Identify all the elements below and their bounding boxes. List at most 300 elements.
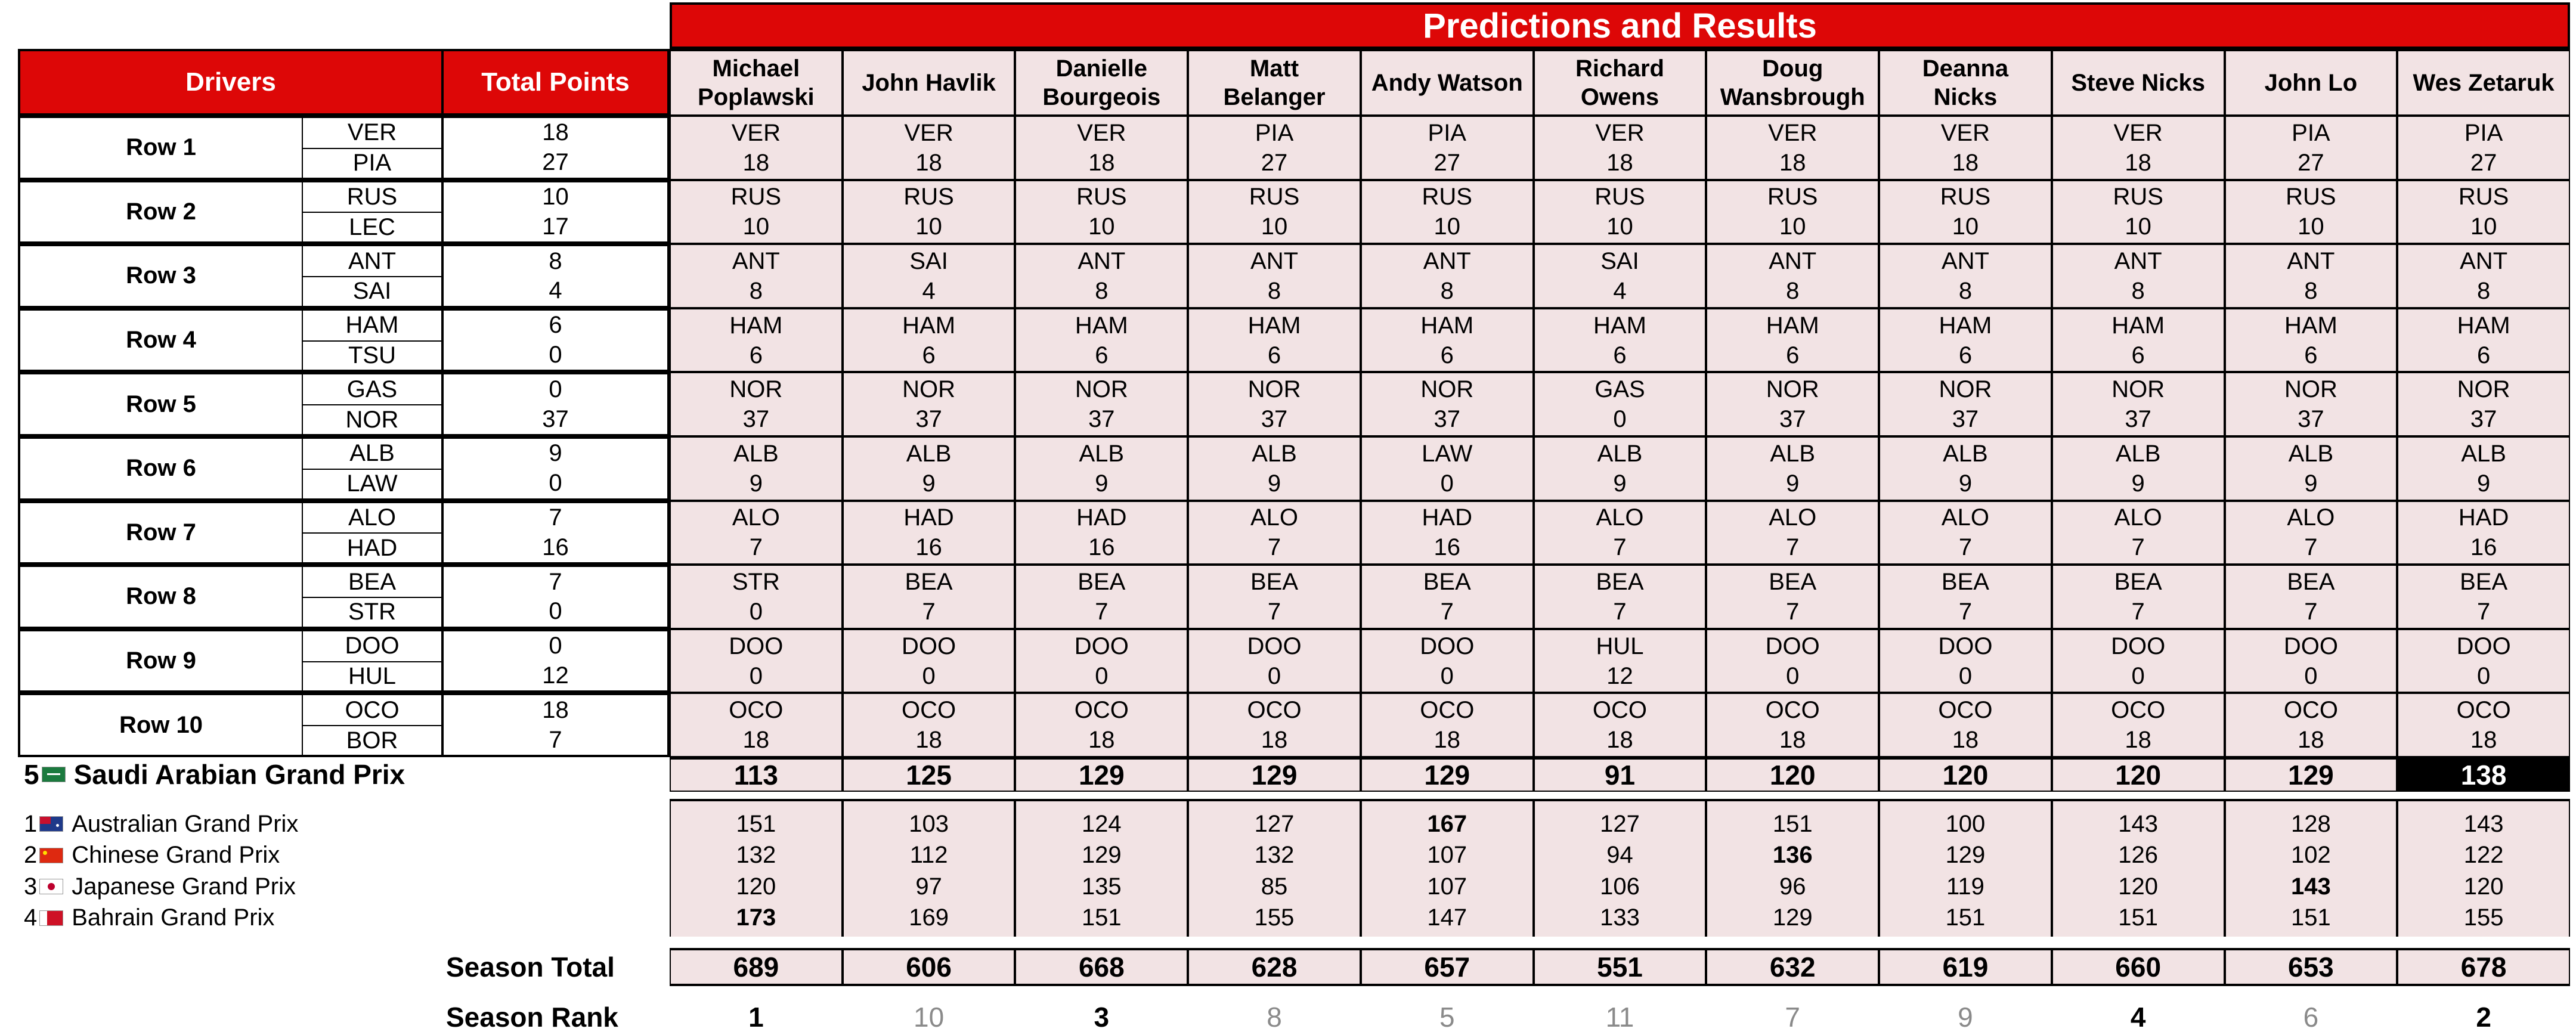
prediction-driver: HAM	[1766, 312, 1819, 339]
player-name-line2: Belanger	[1223, 84, 1326, 110]
row-label-text: Row 7	[126, 519, 196, 546]
prediction-points: 0	[1267, 662, 1281, 689]
prediction-points: 18	[1779, 727, 1806, 754]
row-driver	[303, 404, 444, 436]
prediction-driver: ANT	[1941, 247, 1989, 274]
prediction-cell	[1015, 244, 1188, 308]
prediction-points: 9	[2131, 470, 2145, 497]
prediction-cell	[2052, 180, 2225, 244]
prediction-cell	[1188, 180, 1361, 244]
history-score-value: 122	[2463, 842, 2504, 869]
prediction-driver: ANT	[2114, 247, 2162, 274]
history-score	[1015, 840, 1188, 872]
prediction-points: 18	[1606, 149, 1633, 176]
row-driver-code: TSU	[348, 342, 396, 368]
prediction-cell	[2225, 180, 2398, 244]
prediction-cell	[670, 308, 843, 373]
prediction-points: 7	[1267, 534, 1281, 561]
prediction-driver: NOR	[2284, 376, 2337, 403]
history-score-value: 129	[1772, 904, 1813, 931]
row-driver	[303, 340, 444, 373]
prediction-driver: HAM	[1247, 312, 1301, 339]
row-label-text: Row 2	[126, 198, 196, 225]
prediction-driver: RUS	[1422, 184, 1472, 210]
history-score-value: 120	[736, 873, 776, 900]
prediction-points: 7	[1958, 598, 1973, 625]
prediction-points: 27	[2298, 149, 2324, 176]
row-points	[444, 725, 670, 757]
prediction-driver: OCO	[1765, 697, 1820, 724]
prediction-points: 8	[749, 277, 763, 304]
prediction-points: 18	[1952, 149, 1979, 176]
prediction-cell	[1361, 629, 1534, 693]
row-label	[18, 116, 303, 180]
row-driver	[303, 148, 444, 180]
row-label	[18, 565, 303, 629]
prediction-points: 16	[1088, 534, 1115, 561]
prediction-driver: HAD	[2458, 504, 2509, 531]
prediction-cell	[1706, 629, 1879, 693]
prediction-driver: LAW	[1422, 440, 1473, 467]
prediction-points: 9	[1613, 470, 1627, 497]
row-label	[18, 244, 303, 308]
prediction-cell	[1361, 436, 1534, 501]
prediction-points: 7	[1613, 534, 1627, 561]
season-rank-cell	[670, 999, 843, 1035]
history-score-value: 132	[736, 842, 776, 869]
prediction-points: 0	[749, 662, 763, 689]
prediction-cell	[1879, 372, 2052, 436]
prediction-cell	[2052, 308, 2225, 373]
season-rank-cell	[843, 999, 1015, 1035]
history-score-value: 127	[1600, 810, 1640, 837]
player-header	[1188, 49, 1361, 116]
row-points	[444, 469, 670, 501]
prediction-points: 6	[2131, 342, 2145, 368]
row-points-value: 18	[542, 119, 569, 146]
row-driver-code: PIA	[352, 150, 392, 176]
row-driver-code: LEC	[349, 213, 395, 240]
prediction-cell	[1361, 180, 1534, 244]
prediction-driver: BEA	[1941, 568, 1989, 595]
row-driver-code: DOO	[345, 633, 400, 659]
row-label-text: Row 4	[126, 327, 196, 354]
player-name-line1: Matt	[1249, 55, 1299, 82]
prediction-cell	[1534, 308, 1707, 373]
history-race-number: 4	[24, 904, 38, 931]
season-rank-value: 9	[1958, 1002, 1973, 1033]
prediction-points: 7	[2131, 598, 2145, 625]
prediction-points: 9	[2304, 470, 2318, 497]
history-score-value: 151	[736, 810, 776, 837]
player-header	[1015, 49, 1188, 116]
row-label	[18, 436, 303, 501]
season-total-cell	[1706, 948, 1879, 986]
row-driver-code: STR	[348, 599, 396, 625]
prediction-points: 7	[1267, 598, 1281, 625]
prediction-cell	[2052, 372, 2225, 436]
prediction-cell	[2397, 116, 2570, 180]
row-points	[444, 532, 670, 565]
current-race-score	[843, 757, 1015, 792]
current-race-score	[1706, 757, 1879, 792]
prediction-points: 27	[2470, 149, 2497, 176]
player-name-line2: Poplawski	[698, 84, 815, 110]
season-rank-cell	[1188, 999, 1361, 1035]
prediction-driver: VER	[1768, 119, 1818, 146]
prediction-driver: DOO	[1938, 633, 1993, 659]
history-score	[1534, 871, 1707, 903]
history-score-value: 133	[1600, 904, 1640, 931]
history-race-name: Chinese Grand Prix	[72, 842, 280, 869]
prediction-points: 18	[915, 727, 942, 754]
prediction-points: 16	[2470, 534, 2497, 561]
prediction-points: 18	[2125, 727, 2151, 754]
prediction-driver: BEA	[2114, 568, 2162, 595]
row-driver-code: ANT	[348, 247, 396, 274]
prediction-driver: ALB	[2115, 440, 2161, 467]
row-driver	[303, 180, 444, 212]
prediction-cell	[2052, 629, 2225, 693]
season-rank-label-text: Season Rank	[446, 1002, 618, 1033]
prediction-points: 8	[2131, 277, 2145, 304]
history-score-value: 100	[1945, 810, 1986, 837]
row-driver	[303, 501, 444, 533]
player-name-line1: Steve Nicks	[2071, 70, 2205, 96]
prediction-cell	[843, 308, 1015, 373]
season-total-value: 660	[2115, 952, 2162, 983]
prediction-driver: PIA	[2292, 119, 2330, 146]
prediction-driver: DOO	[1420, 633, 1475, 659]
history-score	[843, 840, 1015, 872]
row-driver-code: VER	[347, 119, 397, 146]
prediction-driver: OCO	[1938, 697, 1993, 724]
season-total-value: 678	[2460, 952, 2507, 983]
season-rank-value: 1	[748, 1002, 764, 1033]
prediction-driver: ALO	[2287, 504, 2335, 531]
prediction-cell	[2052, 501, 2225, 565]
row-points-value: 0	[549, 376, 562, 402]
prediction-cell	[1188, 308, 1361, 373]
prediction-driver: BEA	[1423, 568, 1471, 595]
prediction-points: 7	[1786, 534, 1800, 561]
prediction-cell	[2052, 116, 2225, 180]
season-total-value: 606	[906, 952, 952, 983]
player-name-line1: John Lo	[2264, 70, 2358, 96]
history-score	[1361, 871, 1534, 903]
prediction-driver: RUS	[1076, 184, 1127, 210]
japan-flag-icon	[39, 879, 63, 894]
history-race-label	[24, 871, 296, 903]
history-score	[2397, 903, 2570, 934]
prediction-cell	[2225, 436, 2398, 501]
prediction-driver: DOO	[1247, 633, 1302, 659]
season-total-cell	[2397, 948, 2570, 986]
prediction-driver: BEA	[1769, 568, 1817, 595]
prediction-driver: ALO	[1769, 504, 1817, 531]
prediction-points: 10	[2470, 213, 2497, 240]
prediction-driver: OCO	[1074, 697, 1129, 724]
history-score-value: 126	[2118, 842, 2159, 869]
prediction-cell	[1015, 565, 1188, 629]
prediction-driver: ANT	[2287, 247, 2335, 274]
season-rank-value: 5	[1439, 1002, 1455, 1033]
history-score-value: 106	[1600, 873, 1640, 900]
prediction-points: 37	[2298, 406, 2324, 433]
prediction-points: 0	[922, 662, 936, 689]
page-title	[670, 2, 2570, 49]
prediction-driver: HAM	[1420, 312, 1474, 339]
prediction-driver: ANT	[1769, 247, 1817, 274]
history-score	[1879, 808, 2052, 840]
season-rank-value: 4	[2130, 1002, 2146, 1033]
history-score	[2225, 903, 2398, 934]
row-driver	[303, 725, 444, 757]
prediction-cell	[2397, 244, 2570, 308]
history-score	[1361, 903, 1534, 934]
history-score	[1361, 840, 1534, 872]
history-race-name: Australian Grand Prix	[72, 810, 299, 837]
prediction-driver: HAM	[2457, 312, 2510, 339]
prediction-driver: RUS	[1594, 184, 1645, 210]
prediction-points: 37	[1433, 406, 1461, 433]
prediction-points: 6	[1958, 342, 1973, 368]
prediction-driver: NOR	[729, 376, 783, 403]
prediction-driver: RUS	[1940, 184, 1991, 210]
row-points-value: 7	[549, 568, 562, 595]
row-label-text: Row 3	[126, 262, 196, 289]
history-score	[670, 903, 843, 934]
prediction-driver: BEA	[1250, 568, 1299, 595]
prediction-cell	[2397, 308, 2570, 373]
prediction-cell	[670, 629, 843, 693]
prediction-points: 18	[915, 149, 942, 176]
prediction-cell	[2397, 693, 2570, 757]
player-name-line2: Wansbrough	[1720, 84, 1865, 110]
row-label-text: Row 8	[126, 583, 196, 610]
history-score	[1879, 871, 2052, 903]
prediction-cell	[1706, 116, 1879, 180]
prediction-driver: HUL	[1596, 633, 1644, 659]
history-score-value: 103	[909, 810, 949, 837]
prediction-driver: HAM	[2111, 312, 2165, 339]
prediction-cell	[1879, 308, 2052, 373]
row-driver	[303, 212, 444, 244]
current-race-score	[2052, 757, 2225, 792]
prediction-points: 10	[1261, 213, 1288, 240]
history-score-value: 135	[1081, 873, 1122, 900]
row-points	[444, 276, 670, 308]
prediction-cell	[1879, 436, 2052, 501]
history-score	[843, 808, 1015, 840]
prediction-points: 0	[2304, 662, 2318, 689]
row-points-value: 18	[542, 696, 569, 723]
prediction-cell	[2052, 244, 2225, 308]
prediction-points: 18	[2125, 149, 2151, 176]
prediction-driver: OCO	[902, 697, 956, 724]
history-score-value: 119	[1946, 873, 1984, 900]
current-race-score-value: 120	[1942, 760, 1989, 791]
history-race-number: 3	[24, 873, 38, 900]
season-rank-value: 3	[1094, 1002, 1110, 1033]
season-total-value: 657	[1424, 952, 1470, 983]
prediction-cell	[1706, 501, 1879, 565]
player-name-line1: Richard	[1575, 55, 1664, 82]
player-header	[2052, 49, 2225, 116]
prediction-points: 18	[1779, 149, 1806, 176]
prediction-driver: HAD	[1422, 504, 1472, 531]
row-points-value: 7	[549, 504, 562, 531]
row-points	[444, 340, 670, 373]
prediction-points: 7	[1095, 598, 1109, 625]
season-total-value: 632	[1769, 952, 1816, 983]
player-name-line2: Nicks	[1933, 84, 1998, 110]
season-rank-value: 11	[1605, 1002, 1634, 1033]
history-score-value: 107	[1427, 873, 1467, 900]
history-race-name: Bahrain Grand Prix	[72, 904, 275, 931]
row-points	[444, 244, 670, 276]
prediction-cell	[1534, 629, 1707, 693]
season-total-value: 668	[1078, 952, 1125, 983]
prediction-points: 7	[1786, 598, 1800, 625]
history-race-name: Japanese Grand Prix	[72, 873, 296, 900]
history-score-value: 97	[915, 873, 942, 900]
prediction-cell	[2397, 501, 2570, 565]
prediction-cell	[843, 436, 1015, 501]
prediction-driver: ALO	[2114, 504, 2162, 531]
prediction-points: 9	[1267, 470, 1281, 497]
prediction-cell	[1188, 244, 1361, 308]
history-score	[1015, 808, 1188, 840]
row-label	[18, 372, 303, 436]
prediction-points: 9	[2477, 470, 2491, 497]
row-driver-code: ALB	[349, 440, 395, 467]
row-driver	[303, 693, 444, 725]
current-race-score	[1361, 757, 1534, 792]
history-score	[1188, 840, 1361, 872]
history-score-value: 143	[2463, 810, 2504, 837]
prediction-points: 8	[2304, 277, 2318, 304]
current-race-label	[24, 757, 405, 792]
season-rank-cell	[1879, 999, 2052, 1035]
prediction-points: 18	[742, 727, 770, 754]
drivers-header-label: Drivers	[185, 67, 276, 97]
history-score	[1879, 903, 2052, 934]
row-driver-code: LAW	[346, 470, 398, 497]
prediction-points: 7	[2304, 598, 2318, 625]
row-points	[444, 180, 670, 212]
history-score	[1706, 808, 1879, 840]
prediction-points: 18	[1261, 727, 1288, 754]
prediction-cell	[2052, 436, 2225, 501]
prediction-points: 0	[1440, 470, 1454, 497]
history-score-value: 136	[1772, 842, 1813, 869]
player-name-line1: Michael	[712, 55, 800, 82]
row-points-value: 17	[542, 213, 569, 240]
current-race-score	[1534, 757, 1707, 792]
prediction-points: 10	[1433, 213, 1461, 240]
prediction-cell	[1188, 565, 1361, 629]
history-score	[1188, 808, 1361, 840]
prediction-driver: NOR	[1420, 376, 1474, 403]
prediction-cell	[1015, 501, 1188, 565]
row-points	[444, 597, 670, 629]
prediction-cell	[670, 693, 843, 757]
history-score	[1015, 903, 1188, 934]
prediction-cell	[1361, 308, 1534, 373]
row-driver	[303, 276, 444, 308]
row-label	[18, 693, 303, 757]
current-race-score-value: 120	[2115, 760, 2162, 791]
current-race-score	[2225, 757, 2398, 792]
history-score-value: 169	[909, 904, 949, 931]
history-score-value: 120	[2463, 873, 2504, 900]
prediction-cell	[670, 244, 843, 308]
prediction-driver: HAM	[729, 312, 783, 339]
prediction-points: 12	[1606, 662, 1633, 689]
history-score-value: 102	[2291, 842, 2331, 869]
season-rank-cell	[1015, 999, 1188, 1035]
row-driver-code: NOR	[345, 406, 399, 433]
prediction-points: 0	[2477, 662, 2491, 689]
player-header	[2397, 49, 2570, 116]
prediction-cell	[1361, 501, 1534, 565]
prediction-driver: DOO	[1074, 633, 1129, 659]
row-points	[444, 501, 670, 533]
history-score	[2397, 808, 2570, 840]
player-name-line1: Doug	[1762, 55, 1823, 82]
prediction-driver: ANT	[1250, 247, 1299, 274]
season-total-cell	[1879, 948, 2052, 986]
prediction-cell	[2225, 244, 2398, 308]
row-points-value: 8	[549, 247, 562, 274]
prediction-points: 9	[1095, 470, 1109, 497]
prediction-points: 8	[1095, 277, 1109, 304]
prediction-driver: ALB	[1770, 440, 1816, 467]
history-score-value: 151	[2118, 904, 2159, 931]
prediction-driver: OCO	[1247, 697, 1302, 724]
history-score-value: 151	[1945, 904, 1986, 931]
prediction-points: 6	[922, 342, 936, 368]
prediction-driver: BEA	[1596, 568, 1644, 595]
player-name-line2: Bourgeois	[1042, 84, 1161, 110]
row-label	[18, 308, 303, 373]
prediction-cell	[670, 436, 843, 501]
history-score	[1188, 903, 1361, 934]
prediction-cell	[1534, 180, 1707, 244]
player-header	[2225, 49, 2398, 116]
history-score	[2052, 808, 2225, 840]
history-score	[843, 871, 1015, 903]
prediction-driver: BEA	[2460, 568, 2508, 595]
bahrain-flag-icon	[39, 910, 63, 926]
history-score	[2397, 871, 2570, 903]
player-header	[843, 49, 1015, 116]
row-points-value: 7	[549, 726, 562, 753]
history-score	[2225, 840, 2398, 872]
prediction-cell	[2225, 693, 2398, 757]
prediction-driver: NOR	[1766, 376, 1819, 403]
season-total-cell	[1361, 948, 1534, 986]
season-rank-cell	[2052, 999, 2225, 1035]
prediction-cell	[1015, 116, 1188, 180]
prediction-points: 10	[1088, 213, 1115, 240]
current-race-score-value: 129	[2288, 760, 2334, 791]
prediction-cell	[670, 116, 843, 180]
season-rank-value: 2	[2476, 1002, 2491, 1033]
prediction-driver: HAM	[1593, 312, 1646, 339]
prediction-cell	[1879, 116, 2052, 180]
